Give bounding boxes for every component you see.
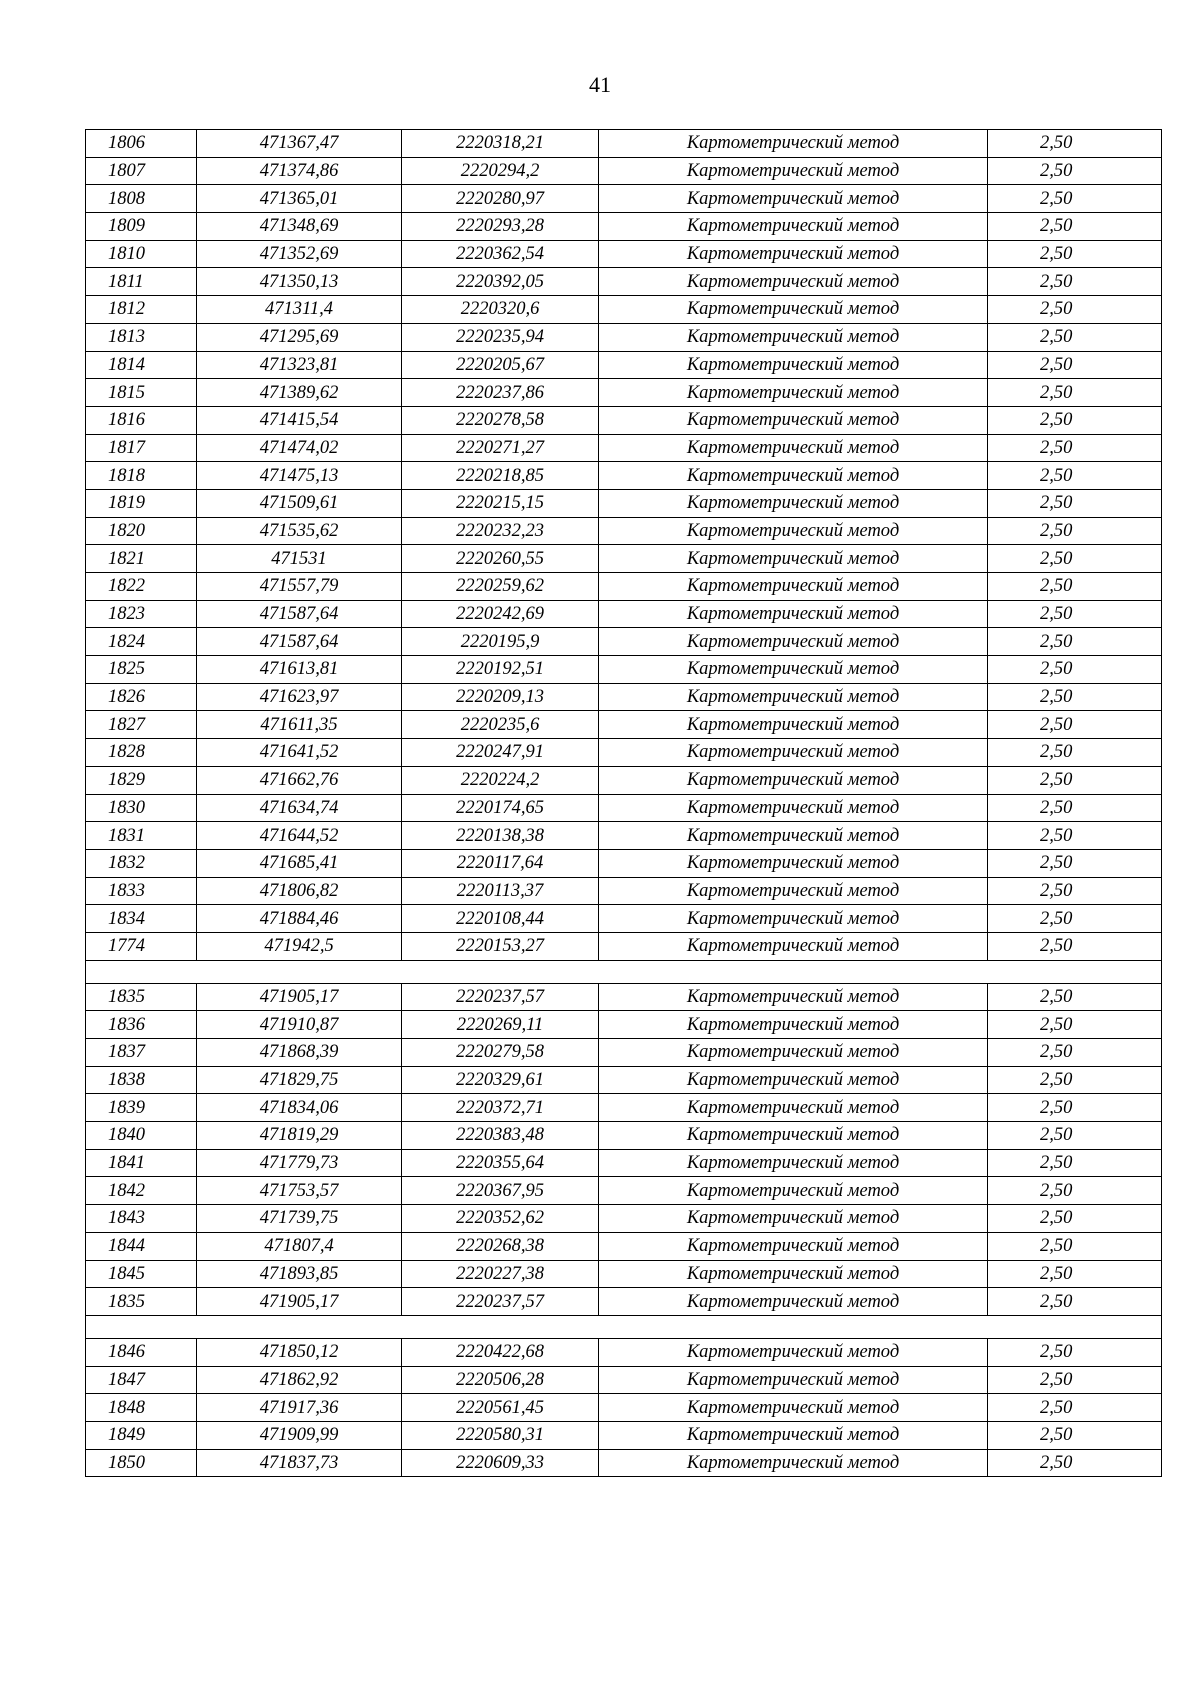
x-coordinate-cell: 471819,29 xyxy=(197,1122,402,1150)
accuracy-cell: 2,50 xyxy=(988,517,1162,545)
x-coordinate-cell: 471837,73 xyxy=(197,1449,402,1477)
x-coordinate-cell: 471644,52 xyxy=(197,822,402,850)
method-cell: Картометрический метод xyxy=(599,711,988,739)
accuracy-cell: 2,50 xyxy=(988,573,1162,601)
method-cell: Картометрический метод xyxy=(599,1288,988,1316)
y-coordinate-cell: 2220205,67 xyxy=(402,351,599,379)
x-coordinate-cell: 471829,75 xyxy=(197,1066,402,1094)
contour-separator-cell xyxy=(86,960,1162,983)
method-cell: Картометрический метод xyxy=(599,822,988,850)
method-cell: Картометрический метод xyxy=(599,766,988,794)
x-coordinate-cell: 471942,5 xyxy=(197,932,402,960)
accuracy-cell: 2,50 xyxy=(988,462,1162,490)
y-coordinate-cell: 2220383,48 xyxy=(402,1122,599,1150)
y-coordinate-cell: 2220279,58 xyxy=(402,1039,599,1067)
point-number-cell: 1841 xyxy=(86,1149,197,1177)
y-coordinate-cell: 2220278,58 xyxy=(402,406,599,434)
method-cell: Картометрический метод xyxy=(599,323,988,351)
x-coordinate-cell: 471753,57 xyxy=(197,1177,402,1205)
y-coordinate-cell: 2220235,6 xyxy=(402,711,599,739)
y-coordinate-cell: 2220209,13 xyxy=(402,683,599,711)
point-number-cell: 1848 xyxy=(86,1394,197,1422)
y-coordinate-cell: 2220113,37 xyxy=(402,877,599,905)
method-cell: Картометрический метод xyxy=(599,1338,988,1366)
method-cell: Картометрический метод xyxy=(599,877,988,905)
table-row xyxy=(86,1094,1162,1122)
accuracy-cell: 2,50 xyxy=(988,849,1162,877)
method-cell: Картометрический метод xyxy=(599,1094,988,1122)
accuracy-cell: 2,50 xyxy=(988,434,1162,462)
accuracy-cell: 2,50 xyxy=(988,1094,1162,1122)
method-cell: Картометрический метод xyxy=(599,1260,988,1288)
x-coordinate-cell: 471739,75 xyxy=(197,1205,402,1233)
x-coordinate-cell: 471909,99 xyxy=(197,1421,402,1449)
x-coordinate-cell: 471862,92 xyxy=(197,1366,402,1394)
x-coordinate-cell: 471374,86 xyxy=(197,157,402,185)
point-number-cell: 1820 xyxy=(86,517,197,545)
x-coordinate-cell: 471905,17 xyxy=(197,1288,402,1316)
table-row xyxy=(86,983,1162,1011)
accuracy-cell: 2,50 xyxy=(988,600,1162,628)
table-row xyxy=(86,489,1162,517)
method-cell: Картометрический метод xyxy=(599,1122,988,1150)
method-cell: Картометрический метод xyxy=(599,1394,988,1422)
table-row xyxy=(86,185,1162,213)
point-number-cell: 1837 xyxy=(86,1039,197,1067)
table-row xyxy=(86,545,1162,573)
y-coordinate-cell: 2220138,38 xyxy=(402,822,599,850)
x-coordinate-cell: 471365,01 xyxy=(197,185,402,213)
table-row xyxy=(86,877,1162,905)
accuracy-cell: 2,50 xyxy=(988,794,1162,822)
point-number-cell: 1823 xyxy=(86,600,197,628)
point-number-cell: 1829 xyxy=(86,766,197,794)
point-number-cell: 1834 xyxy=(86,905,197,933)
table-row xyxy=(86,296,1162,324)
y-coordinate-cell: 2220237,86 xyxy=(402,379,599,407)
point-number-cell: 1839 xyxy=(86,1094,197,1122)
table-row xyxy=(86,739,1162,767)
method-cell: Картометрический метод xyxy=(599,406,988,434)
point-number-cell: 1832 xyxy=(86,849,197,877)
point-number-cell: 1816 xyxy=(86,406,197,434)
x-coordinate-cell: 471557,79 xyxy=(197,573,402,601)
method-cell: Картометрический метод xyxy=(599,489,988,517)
table-row xyxy=(86,213,1162,241)
method-cell: Картометрический метод xyxy=(599,1011,988,1039)
method-cell: Картометрический метод xyxy=(599,683,988,711)
y-coordinate-cell: 2220609,33 xyxy=(402,1449,599,1477)
x-coordinate-cell: 471323,81 xyxy=(197,351,402,379)
point-number-cell: 1831 xyxy=(86,822,197,850)
x-coordinate-cell: 471475,13 xyxy=(197,462,402,490)
method-cell: Картометрический метод xyxy=(599,296,988,324)
accuracy-cell: 2,50 xyxy=(988,296,1162,324)
page-number: 41 xyxy=(589,72,611,97)
x-coordinate-cell: 471611,35 xyxy=(197,711,402,739)
point-number-cell: 1843 xyxy=(86,1205,197,1233)
y-coordinate-cell: 2220294,2 xyxy=(402,157,599,185)
method-cell: Картометрический метод xyxy=(599,600,988,628)
accuracy-cell: 2,50 xyxy=(988,1366,1162,1394)
x-coordinate-cell: 471348,69 xyxy=(197,213,402,241)
method-cell: Картометрический метод xyxy=(599,794,988,822)
method-cell: Картометрический метод xyxy=(599,130,988,158)
point-number-cell: 1818 xyxy=(86,462,197,490)
accuracy-cell: 2,50 xyxy=(988,1338,1162,1366)
x-coordinate-cell: 471850,12 xyxy=(197,1338,402,1366)
x-coordinate-cell: 471634,74 xyxy=(197,794,402,822)
accuracy-cell: 2,50 xyxy=(988,406,1162,434)
table-row xyxy=(86,656,1162,684)
contour-separator-row xyxy=(86,960,1162,983)
x-coordinate-cell: 471806,82 xyxy=(197,877,402,905)
method-cell: Картометрический метод xyxy=(599,379,988,407)
table-row xyxy=(86,1011,1162,1039)
table-row xyxy=(86,1232,1162,1260)
method-cell: Картометрический метод xyxy=(599,1066,988,1094)
accuracy-cell: 2,50 xyxy=(988,905,1162,933)
x-coordinate-cell: 471641,52 xyxy=(197,739,402,767)
method-cell: Картометрический метод xyxy=(599,185,988,213)
table-row xyxy=(86,240,1162,268)
accuracy-cell: 2,50 xyxy=(988,130,1162,158)
accuracy-cell: 2,50 xyxy=(988,932,1162,960)
accuracy-cell: 2,50 xyxy=(988,983,1162,1011)
accuracy-cell: 2,50 xyxy=(988,1288,1162,1316)
y-coordinate-cell: 2220355,64 xyxy=(402,1149,599,1177)
table-row xyxy=(86,268,1162,296)
x-coordinate-cell: 471905,17 xyxy=(197,983,402,1011)
table-row xyxy=(86,628,1162,656)
method-cell: Картометрический метод xyxy=(599,213,988,241)
point-number-cell: 1842 xyxy=(86,1177,197,1205)
table-row xyxy=(86,1039,1162,1067)
table-row xyxy=(86,573,1162,601)
accuracy-cell: 2,50 xyxy=(988,489,1162,517)
accuracy-cell: 2,50 xyxy=(988,185,1162,213)
point-number-cell: 1835 xyxy=(86,983,197,1011)
y-coordinate-cell: 2220318,21 xyxy=(402,130,599,158)
table-row xyxy=(86,379,1162,407)
y-coordinate-cell: 2220235,94 xyxy=(402,323,599,351)
accuracy-cell: 2,50 xyxy=(988,323,1162,351)
x-coordinate-cell: 471917,36 xyxy=(197,1394,402,1422)
x-coordinate-cell: 471685,41 xyxy=(197,849,402,877)
point-number-cell: 1819 xyxy=(86,489,197,517)
x-coordinate-cell: 471623,97 xyxy=(197,683,402,711)
x-coordinate-cell: 471474,02 xyxy=(197,434,402,462)
x-coordinate-cell: 471834,06 xyxy=(197,1094,402,1122)
y-coordinate-cell: 2220392,05 xyxy=(402,268,599,296)
table-row xyxy=(86,711,1162,739)
method-cell: Картометрический метод xyxy=(599,434,988,462)
table-row xyxy=(86,600,1162,628)
point-number-cell: 1808 xyxy=(86,185,197,213)
table-row xyxy=(86,1366,1162,1394)
method-cell: Картометрический метод xyxy=(599,1039,988,1067)
table-row xyxy=(86,766,1162,794)
accuracy-cell: 2,50 xyxy=(988,1149,1162,1177)
table-row xyxy=(86,351,1162,379)
point-number-cell: 1813 xyxy=(86,323,197,351)
method-cell: Картометрический метод xyxy=(599,932,988,960)
table-row xyxy=(86,1205,1162,1233)
x-coordinate-cell: 471613,81 xyxy=(197,656,402,684)
method-cell: Картометрический метод xyxy=(599,268,988,296)
y-coordinate-cell: 2220242,69 xyxy=(402,600,599,628)
table-row xyxy=(86,434,1162,462)
method-cell: Картометрический метод xyxy=(599,240,988,268)
method-cell: Картометрический метод xyxy=(599,573,988,601)
point-number-cell: 1850 xyxy=(86,1449,197,1477)
y-coordinate-cell: 2220561,45 xyxy=(402,1394,599,1422)
accuracy-cell: 2,50 xyxy=(988,739,1162,767)
x-coordinate-cell: 471910,87 xyxy=(197,1011,402,1039)
x-coordinate-cell: 471367,47 xyxy=(197,130,402,158)
table-row xyxy=(86,1122,1162,1150)
table-row xyxy=(86,683,1162,711)
point-number-cell: 1845 xyxy=(86,1260,197,1288)
y-coordinate-cell: 2220580,31 xyxy=(402,1421,599,1449)
accuracy-cell: 2,50 xyxy=(988,1177,1162,1205)
y-coordinate-cell: 2220506,28 xyxy=(402,1366,599,1394)
point-number-cell: 1838 xyxy=(86,1066,197,1094)
y-coordinate-cell: 2220269,11 xyxy=(402,1011,599,1039)
table-row xyxy=(86,1066,1162,1094)
y-coordinate-cell: 2220260,55 xyxy=(402,545,599,573)
method-cell: Картометрический метод xyxy=(599,1149,988,1177)
table-row xyxy=(86,794,1162,822)
method-cell: Картометрический метод xyxy=(599,1205,988,1233)
x-coordinate-cell: 471535,62 xyxy=(197,517,402,545)
accuracy-cell: 2,50 xyxy=(988,656,1162,684)
y-coordinate-cell: 2220268,38 xyxy=(402,1232,599,1260)
x-coordinate-cell: 471352,69 xyxy=(197,240,402,268)
point-number-cell: 1846 xyxy=(86,1338,197,1366)
point-number-cell: 1836 xyxy=(86,1011,197,1039)
accuracy-cell: 2,50 xyxy=(988,1394,1162,1422)
y-coordinate-cell: 2220422,68 xyxy=(402,1338,599,1366)
accuracy-cell: 2,50 xyxy=(988,1232,1162,1260)
accuracy-cell: 2,50 xyxy=(988,379,1162,407)
table-row xyxy=(86,157,1162,185)
y-coordinate-cell: 2220218,85 xyxy=(402,462,599,490)
y-coordinate-cell: 2220215,15 xyxy=(402,489,599,517)
point-number-cell: 1824 xyxy=(86,628,197,656)
table-row xyxy=(86,323,1162,351)
table-row xyxy=(86,1260,1162,1288)
method-cell: Картометрический метод xyxy=(599,462,988,490)
x-coordinate-cell: 471415,54 xyxy=(197,406,402,434)
point-number-cell: 1814 xyxy=(86,351,197,379)
method-cell: Картометрический метод xyxy=(599,351,988,379)
method-cell: Картометрический метод xyxy=(599,1449,988,1477)
x-coordinate-cell: 471807,4 xyxy=(197,1232,402,1260)
point-number-cell: 1847 xyxy=(86,1366,197,1394)
accuracy-cell: 2,50 xyxy=(988,877,1162,905)
x-coordinate-cell: 471350,13 xyxy=(197,268,402,296)
accuracy-cell: 2,50 xyxy=(988,822,1162,850)
accuracy-cell: 2,50 xyxy=(988,628,1162,656)
point-number-cell: 1806 xyxy=(86,130,197,158)
point-number-cell: 1844 xyxy=(86,1232,197,1260)
table-row xyxy=(86,462,1162,490)
x-coordinate-cell: 471662,76 xyxy=(197,766,402,794)
contour-separator-row xyxy=(86,1315,1162,1338)
y-coordinate-cell: 2220117,64 xyxy=(402,849,599,877)
y-coordinate-cell: 2220224,2 xyxy=(402,766,599,794)
table-row xyxy=(86,822,1162,850)
point-number-cell: 1849 xyxy=(86,1421,197,1449)
accuracy-cell: 2,50 xyxy=(988,545,1162,573)
contour-separator-cell xyxy=(86,1315,1162,1338)
table-row xyxy=(86,1149,1162,1177)
point-number-cell: 1835 xyxy=(86,1288,197,1316)
y-coordinate-cell: 2220293,28 xyxy=(402,213,599,241)
y-coordinate-cell: 2220367,95 xyxy=(402,1177,599,1205)
table-row xyxy=(86,1177,1162,1205)
x-coordinate-cell: 471868,39 xyxy=(197,1039,402,1067)
point-number-cell: 1811 xyxy=(86,268,197,296)
y-coordinate-cell: 2220271,27 xyxy=(402,434,599,462)
coordinates-table-body xyxy=(86,130,1162,1477)
method-cell: Картометрический метод xyxy=(599,157,988,185)
point-number-cell: 1810 xyxy=(86,240,197,268)
accuracy-cell: 2,50 xyxy=(988,1122,1162,1150)
point-number-cell: 1833 xyxy=(86,877,197,905)
point-number-cell: 1840 xyxy=(86,1122,197,1150)
x-coordinate-cell: 471531 xyxy=(197,545,402,573)
y-coordinate-cell: 2220320,6 xyxy=(402,296,599,324)
x-coordinate-cell: 471509,61 xyxy=(197,489,402,517)
method-cell: Картометрический метод xyxy=(599,1232,988,1260)
y-coordinate-cell: 2220153,27 xyxy=(402,932,599,960)
y-coordinate-cell: 2220232,23 xyxy=(402,517,599,545)
y-coordinate-cell: 2220195,9 xyxy=(402,628,599,656)
table-row xyxy=(86,130,1162,158)
x-coordinate-cell: 471295,69 xyxy=(197,323,402,351)
accuracy-cell: 2,50 xyxy=(988,240,1162,268)
method-cell: Картометрический метод xyxy=(599,545,988,573)
point-number-cell: 1826 xyxy=(86,683,197,711)
accuracy-cell: 2,50 xyxy=(988,157,1162,185)
accuracy-cell: 2,50 xyxy=(988,1066,1162,1094)
method-cell: Картометрический метод xyxy=(599,983,988,1011)
table-row xyxy=(86,849,1162,877)
accuracy-cell: 2,50 xyxy=(988,1260,1162,1288)
point-number-cell: 1830 xyxy=(86,794,197,822)
point-number-cell: 1817 xyxy=(86,434,197,462)
table-row xyxy=(86,1449,1162,1477)
accuracy-cell: 2,50 xyxy=(988,1421,1162,1449)
y-coordinate-cell: 2220362,54 xyxy=(402,240,599,268)
method-cell: Картометрический метод xyxy=(599,656,988,684)
y-coordinate-cell: 2220237,57 xyxy=(402,983,599,1011)
accuracy-cell: 2,50 xyxy=(988,1449,1162,1477)
y-coordinate-cell: 2220259,62 xyxy=(402,573,599,601)
table-row xyxy=(86,932,1162,960)
point-number-cell: 1828 xyxy=(86,739,197,767)
y-coordinate-cell: 2220108,44 xyxy=(402,905,599,933)
point-number-cell: 1815 xyxy=(86,379,197,407)
y-coordinate-cell: 2220247,91 xyxy=(402,739,599,767)
point-number-cell: 1821 xyxy=(86,545,197,573)
accuracy-cell: 2,50 xyxy=(988,766,1162,794)
point-number-cell: 1825 xyxy=(86,656,197,684)
accuracy-cell: 2,50 xyxy=(988,683,1162,711)
x-coordinate-cell: 471884,46 xyxy=(197,905,402,933)
accuracy-cell: 2,50 xyxy=(988,268,1162,296)
method-cell: Картометрический метод xyxy=(599,1421,988,1449)
x-coordinate-cell: 471893,85 xyxy=(197,1260,402,1288)
accuracy-cell: 2,50 xyxy=(988,351,1162,379)
y-coordinate-cell: 2220192,51 xyxy=(402,656,599,684)
point-number-cell: 1774 xyxy=(86,932,197,960)
table-row xyxy=(86,517,1162,545)
point-number-cell: 1807 xyxy=(86,157,197,185)
method-cell: Картометрический метод xyxy=(599,1366,988,1394)
y-coordinate-cell: 2220329,61 xyxy=(402,1066,599,1094)
table-row xyxy=(86,1394,1162,1422)
y-coordinate-cell: 2220280,97 xyxy=(402,185,599,213)
accuracy-cell: 2,50 xyxy=(988,711,1162,739)
x-coordinate-cell: 471779,73 xyxy=(197,1149,402,1177)
y-coordinate-cell: 2220237,57 xyxy=(402,1288,599,1316)
x-coordinate-cell: 471587,64 xyxy=(197,600,402,628)
table-row xyxy=(86,1288,1162,1316)
point-number-cell: 1812 xyxy=(86,296,197,324)
table-row xyxy=(86,1421,1162,1449)
x-coordinate-cell: 471311,4 xyxy=(197,296,402,324)
point-number-cell: 1827 xyxy=(86,711,197,739)
method-cell: Картометрический метод xyxy=(599,905,988,933)
x-coordinate-cell: 471389,62 xyxy=(197,379,402,407)
table-row xyxy=(86,406,1162,434)
method-cell: Картометрический метод xyxy=(599,849,988,877)
accuracy-cell: 2,50 xyxy=(988,1205,1162,1233)
method-cell: Картометрический метод xyxy=(599,739,988,767)
x-coordinate-cell: 471587,64 xyxy=(197,628,402,656)
y-coordinate-cell: 2220174,65 xyxy=(402,794,599,822)
point-number-cell: 1809 xyxy=(86,213,197,241)
method-cell: Картометрический метод xyxy=(599,517,988,545)
table-row xyxy=(86,905,1162,933)
table-row xyxy=(86,1338,1162,1366)
accuracy-cell: 2,50 xyxy=(988,213,1162,241)
y-coordinate-cell: 2220227,38 xyxy=(402,1260,599,1288)
method-cell: Картометрический метод xyxy=(599,628,988,656)
y-coordinate-cell: 2220372,71 xyxy=(402,1094,599,1122)
accuracy-cell: 2,50 xyxy=(988,1011,1162,1039)
method-cell: Картометрический метод xyxy=(599,1177,988,1205)
coordinates-table xyxy=(85,129,1162,1477)
point-number-cell: 1822 xyxy=(86,573,197,601)
accuracy-cell: 2,50 xyxy=(988,1039,1162,1067)
y-coordinate-cell: 2220352,62 xyxy=(402,1205,599,1233)
